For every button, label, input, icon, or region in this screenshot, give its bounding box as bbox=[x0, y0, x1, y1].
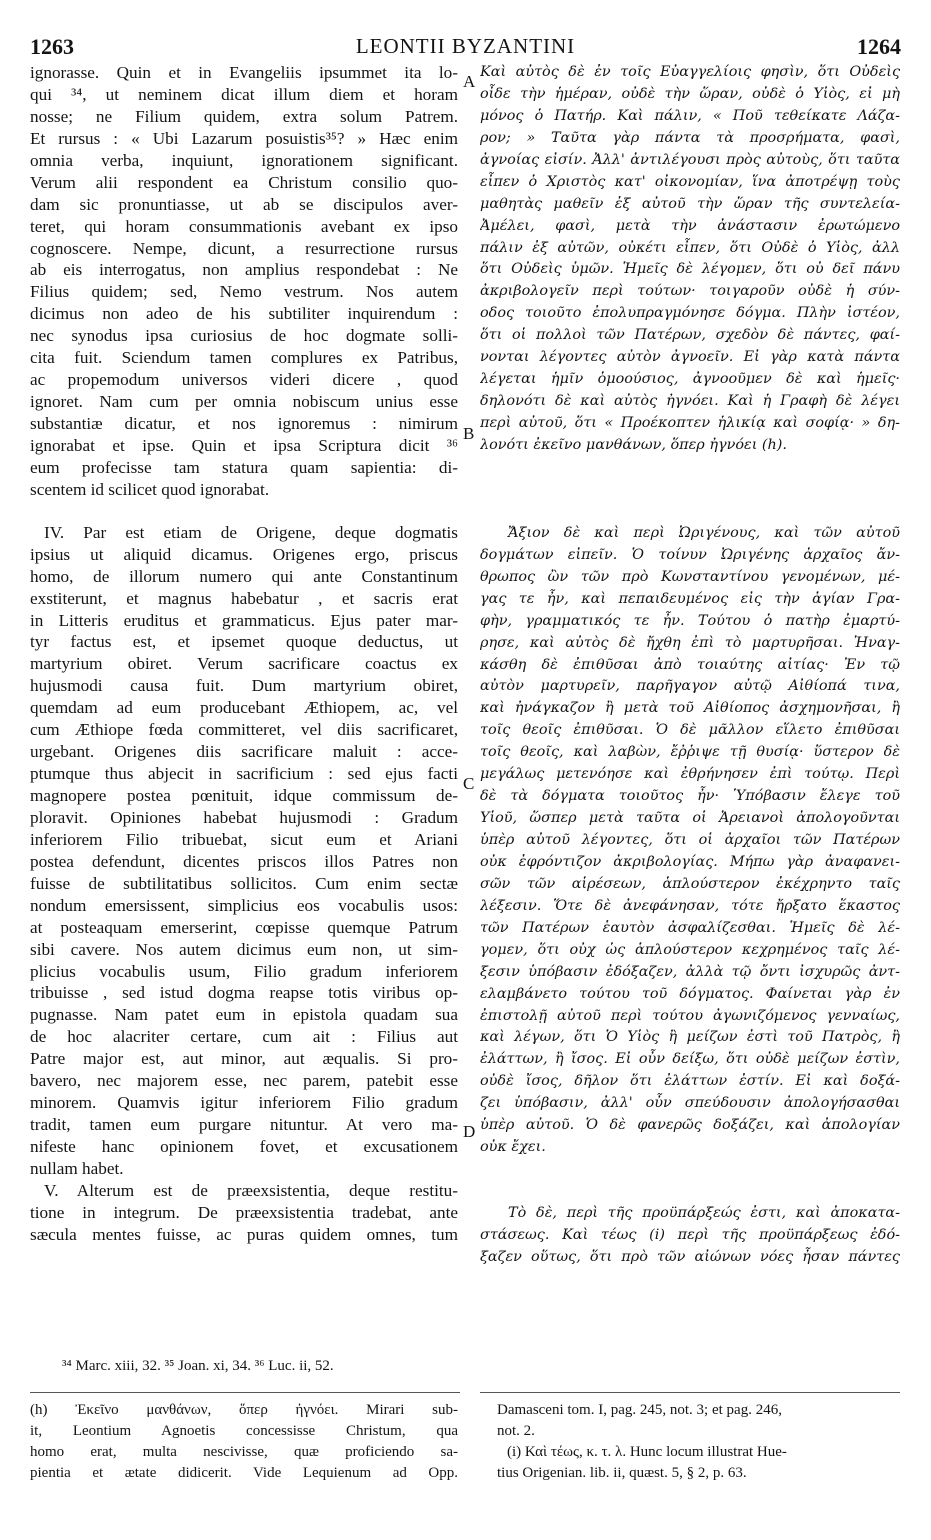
greek-line: Ἀμέλει, φασὶ, μετὰ τὴν ἀνάστασιν ἐρωτώμενο bbox=[480, 217, 900, 234]
greek-line: ζει ὑπόβασιν, ἀλλ' οὖν σπεύδουσιν ἀπολογήσασθαι bbox=[480, 1095, 900, 1112]
greek-line: οὐκ ἐφρόντιζον ἀκριβολογίας. Μήπω γὰρ ἀναφανει- bbox=[480, 853, 900, 870]
latin-line: quemdam ad eum producebant Æthiopem, ac, vel bbox=[30, 698, 458, 718]
latin-line: fuisse de subtilitatibus sollicitos. Cum enim sectæ bbox=[30, 873, 458, 893]
latin-line: IV. Par est etiam de Origene, deque dogmatis bbox=[44, 522, 458, 542]
page-number-right: 1264 bbox=[857, 34, 901, 59]
latin-line: sæcula mentes fuisse, ac puras quidem omnes, tum bbox=[30, 1224, 458, 1244]
latin-line: nullam habet. bbox=[30, 1158, 124, 1178]
greek-line: μαθητὰς μαθεῖν ἐξ αὐτοῦ τὴν ὥραν τῆς συντελεία- bbox=[480, 195, 900, 212]
latin-line: nosse; ne Filium quidem, extra solum Patrem. bbox=[30, 106, 458, 126]
page-header bbox=[0, 34, 931, 60]
latin-line: ignorasse. Quin et in Evangeliis ipsummet ita lo- bbox=[30, 63, 458, 82]
greek-line: ξαζεν οὕτως, ὅτι πρὸ τῶν αἰώνων νόες ἦσαν πάντες bbox=[480, 1248, 900, 1265]
paragraph-gap bbox=[30, 501, 458, 522]
latin-line: omnia verba, inquiunt, ignorationem significant. bbox=[30, 150, 458, 170]
latin-line: tradit, tamen eum purgare nituntur. At vero ma- bbox=[30, 1115, 458, 1135]
greek-line: περὶ αὐτοῦ, ὅτι « Προέκοπτεν ἡλικίᾳ καὶ σοφίᾳ· » δη- bbox=[480, 415, 900, 431]
latin-line: pugnasse. Nam patet eum in epistola quadam sua bbox=[30, 1005, 458, 1025]
latin-line: bavero, nec majorem esse, nec parem, patebit esse bbox=[30, 1071, 458, 1091]
latin-line: cita fuit. Sciendum tamen complures ex Patribus, bbox=[30, 348, 458, 368]
margin-marker-a: A bbox=[463, 72, 476, 91]
latin-line: de hoc alacriter certare, cum ait : Filius aut bbox=[30, 1027, 458, 1047]
margin-marker-d: D bbox=[463, 1122, 476, 1141]
latin-line: postea defendunt, dicentes priscos illos Patres non bbox=[30, 851, 458, 871]
latin-line: ipsius ut aliquid dicamus. Origenes ergo, priscus bbox=[30, 544, 458, 564]
latin-line: ignoret. Nam cum per omnia nobiscum unius esse bbox=[30, 392, 458, 412]
latin-column bbox=[30, 62, 458, 1246]
latin-line: plicius vocabulis usum, Filio gradum inferiorem bbox=[30, 961, 458, 981]
latin-line: sibi cavere. Nos autem dicimus eum non, ut sim- bbox=[30, 939, 458, 959]
greek-line: λονότι ἐκεῖνο μανθάνων, ὅπερ ἠγνόει (h). bbox=[480, 436, 787, 453]
latin-line: Filius quidem; sed, Nemo vestrum. Nos autem bbox=[30, 282, 458, 302]
greek-line: τῶν Πατέρων ἑαυτὸν ἀσφαλίζεσθαι. Ἡμεῖς δὲ λέ- bbox=[480, 919, 900, 936]
note-line: not. 2. bbox=[497, 1423, 535, 1439]
latin-line: dicimus non adeo de his subtiliter inquirendum : bbox=[30, 304, 458, 324]
greek-line: οἶδε τὴν ἡμέραν, οὐδὲ τὴν ὥραν, οὐδὲ ὁ Υἱὸς, εἰ μὴ bbox=[480, 85, 900, 102]
note-line: it, Leontium Agnoetis concessisse Christum, qua bbox=[30, 1423, 458, 1439]
greek-line: Υἱοῦ, ὥσπερ μετὰ ταῦτα οἱ Ἀρειανοὶ ἀπολογοῦνται bbox=[480, 810, 900, 827]
paragraph-gap bbox=[480, 1159, 900, 1203]
latin-line: inferiorem Filio tribuebat, sicut eum et Ariani bbox=[30, 829, 458, 849]
greek-line: δηλονότι δὲ καὶ αὐτὸς ἠγνόει. Καὶ ἡ Γραφὴ δὲ λέγει bbox=[480, 393, 900, 410]
note-line: homo erat, multa nescivisse, quæ proficiendo sa- bbox=[30, 1444, 458, 1460]
greek-line: ὅτι οἱ πολλοὶ τῶν Πατέρων, σχεδὸν δὲ πάντες, φαί- bbox=[480, 327, 900, 344]
latin-line: ploravit. Opiniones habebat hujusmodi : Gradum bbox=[30, 807, 458, 827]
latin-line: hujusmodi causa fuit. Dum martyrium obiret, bbox=[30, 676, 458, 696]
latin-line: V. Alterum est de præexsistentia, deque restitu- bbox=[44, 1180, 458, 1200]
greek-line: ὅτι Οὐδεὶς ὑμῶν. Ἡμεῖς δὲ λέγομεν, ὅτι οὐ δεῖ πάνυ bbox=[480, 261, 900, 278]
latin-line: teret, qui horam consummationis avebant ex ipso bbox=[30, 216, 458, 236]
latin-line: nifeste hanc opinionem fovet, et excusationem bbox=[30, 1137, 458, 1156]
running-head: LEONTII BYZANTINI bbox=[355, 34, 576, 58]
editor-notes-right bbox=[497, 1400, 900, 1484]
greek-line: λέξεσιν. Ὅτε δὲ ἀνεφάνησαν, τότε ἤρξατο ἕκαστος bbox=[480, 897, 900, 914]
margin-marker-c: C bbox=[463, 774, 475, 793]
latin-line: tione in integrum. De præexsistentia tradebat, ante bbox=[30, 1202, 458, 1222]
latin-line: scentem id scilicet quod ignorabat. bbox=[30, 479, 270, 499]
latin-line: Et rursus : « Ubi Lazarum posuistis³⁵? » Hæc enim bbox=[30, 128, 458, 148]
latin-line: martyrium obiret. Verum sacrificare coactus ex bbox=[30, 654, 458, 674]
editor-notes-left bbox=[30, 1400, 458, 1484]
latin-line: minorem. Quamvis igitur inferiorem Filio gradum bbox=[30, 1093, 458, 1113]
note-line: pientia et ætate didicerit. Vide Lequienum ad Opp. bbox=[30, 1465, 458, 1481]
greek-line: γομεν, ὅτι οὐχ ὡς ἁπλούστερον κεχρημένος ταῖς λέ- bbox=[480, 941, 900, 958]
latin-line: cum Æthiope fœda committeret, vel diis sacrificaret, bbox=[30, 720, 458, 740]
greek-line: πάλιν ἐξ αὐτῶν, οὐκέτι εἶπεν, ὅτι Οὐδὲ ὁ Υἱὸς, ἀλλ bbox=[480, 239, 900, 256]
greek-line: ελαμβάνετο τούτου τοῦ δόγματος. Φαίνεται γὰρ ἐν bbox=[480, 985, 900, 1002]
greek-line: καὶ λέγων, ὅτι Ὁ Υἱὸς ἢ μείζων ἐστὶ τοῦ Πατρὸς, ἢ bbox=[480, 1029, 900, 1046]
greek-line: εἶπεν ὁ Χριστὸς κατ' οἰκονομίαν, ἵνα ἀποτρέψῃ τοὺς bbox=[480, 173, 900, 190]
latin-line: ab eis interrogatus, non amplius respondebat : Ne bbox=[30, 260, 458, 280]
greek-line: θρωπος ὢν τῶν πρὸ Κωνσταντίνου γενομένων, μέ- bbox=[480, 568, 900, 585]
latin-footnotes: ³⁴ Marc. xiii, 32. ³⁵ Joan. xi, 34. ³⁶ Luc. ii, 52. bbox=[62, 1358, 334, 1374]
greek-line: ἐπιστολῇ αὐτοῦ περὶ τούτου ἀγωνιζόμενος γενναίως, bbox=[480, 1007, 900, 1024]
latin-line: ac propemodum universos videri dicere , quod bbox=[30, 370, 458, 390]
latin-line: in Litteris eruditus et grammaticus. Ejus pater mar- bbox=[30, 610, 458, 630]
latin-line: Verum alii respondent ea Christum consilio quo- bbox=[30, 172, 458, 192]
greek-line: τοῖς θεοῖς ἐπιθῦσαι. Ὁ δὲ μᾶλλον εἵλετο ἐπιθῦσαι bbox=[480, 722, 900, 739]
greek-line: σῶν τῶν αἱρέσεων, ἁπλούστερον ἐκέχρηντο ταῖς bbox=[480, 875, 900, 892]
greek-line: ὑπὲρ αὐτοῦ λέγοντες, ὅτι οἱ ἀρχαῖοι τῶν Πατέρων bbox=[480, 832, 900, 848]
greek-line: Καὶ αὐτὸς δὲ ἐν τοῖς Εὐαγγελίοις φησὶν, ὅτι Οὐδεὶς bbox=[480, 64, 900, 80]
greek-line: λέγεται ἡμῖν ὁμοούσιος, ἀγνοοῦμεν δὲ καὶ ἡμεῖς· bbox=[480, 371, 900, 388]
greek-line: ἀγνοίας εἰσίν. Ἀλλ' ἀντιλέγουσι πρὸς αὐτοὺς, ὅτι ταῦτα bbox=[480, 151, 900, 168]
latin-line: Patre major est, aut minor, aut æqualis. Si pro- bbox=[30, 1049, 458, 1069]
greek-line: κάσθη δὲ ἐπιθῦσαι ἀπὸ τοιαύτης αἰτίας· Ἐν τῷ bbox=[480, 656, 900, 673]
latin-line: tyr factus est, et ipsemet quoque deductus, ut bbox=[30, 632, 458, 652]
notes-rule-left bbox=[30, 1392, 460, 1393]
latin-line: cognoscere. Nempe, dicunt, a resurrectione rursus bbox=[30, 238, 458, 258]
latin-line: eum profecisse tam statura quam sapientia: di- bbox=[30, 457, 458, 477]
latin-line: nec synodus ipsa curiosius de hoc dogmate solli- bbox=[30, 326, 458, 346]
latin-line: dam sic pronuntiasse, ut ab se discipulos aver- bbox=[30, 194, 458, 214]
latin-line: urgebant. Origenes diis sacrificare maluit : acce- bbox=[30, 742, 458, 762]
greek-line: δὲ τὰ δόγματα τοιοῦτος ἦν· Ὑπόβασιν ἔλεγε τοῦ bbox=[480, 788, 900, 805]
margin-marker-b: B bbox=[463, 424, 475, 443]
note-line: Damasceni tom. I, pag. 245, not. 3; et pag. 246, bbox=[497, 1402, 782, 1418]
latin-line: qui ³⁴, ut neminem dicat illum diem et horam bbox=[30, 84, 458, 104]
greek-line: αὐτὸν μαρτυρεῖν, παρῆγαγον αὐτῷ Αἰθίοπά τινα, bbox=[480, 678, 900, 695]
paragraph-gap bbox=[480, 457, 900, 523]
note-line: (i) Καὶ τέως, κ. τ. λ. Hunc locum illustrat Hue- bbox=[507, 1444, 787, 1460]
greek-line: οδος τοιοῦτο ἐπολυπραγμόνησε δόγμα. Πλὴν ἰστέον, bbox=[480, 305, 900, 322]
greek-line: φὴν, γραμματικός τε ἦν. Τούτου ὁ πατὴρ ἐμαρτύ- bbox=[480, 612, 900, 629]
note-line: (h) Ἐκεῖνο μανθάνων, ὅπερ ἠγνόει. Mirari sub- bbox=[30, 1402, 458, 1418]
greek-line: νονται λέγοντες αὐτὸν ἀγνοεῖν. Εἰ γὰρ κατὰ πάντα bbox=[480, 349, 900, 366]
greek-line: τοῖς θεοῖς, καὶ λαβὼν, ἔῤῥιψε τῇ θυσίᾳ· ὕστερον δὲ bbox=[480, 744, 900, 761]
greek-line: οὐδὲ ἴσος, δῆλον ὅτι ἐλάττων ἐστίν. Εἰ καὶ δοξά- bbox=[480, 1073, 900, 1090]
greek-line: Τὸ δὲ, περὶ τῆς προϋπάρξεώς ἐστι, καὶ ἀποκατα- bbox=[508, 1205, 900, 1222]
greek-line: ρησε, καὶ αὐτὸς δὲ ἤχθη ἐπὶ τὸ μαρτυρῆσαι. Ἠναγ- bbox=[480, 634, 900, 651]
page-number-left: 1263 bbox=[30, 34, 74, 59]
greek-column bbox=[480, 62, 900, 1269]
greek-line: μεγάλως μετενόησε καὶ ἐθρήνησεν ἐπὶ τούτῳ. Περὶ bbox=[480, 766, 900, 783]
latin-line: ptumque thus abjecit in sacrificium : sed ejus facti bbox=[30, 764, 458, 784]
greek-line: καὶ ἠνάγκαζον ἢ μετὰ τοῦ Αἰθίοπος ἀσχημονῆσαι, ἢ bbox=[480, 700, 900, 717]
latin-line: homo, de illorum numero qui ante Constantinum bbox=[30, 566, 458, 586]
greek-line: ἀκριβολογεῖν περὶ τούτων· τοιγαροῦν οὐδὲ ἡ σύν- bbox=[480, 283, 900, 300]
greek-line: ξεσιν ὑπόβασιν ἐδόξαζεν, ἀλλὰ τῷ ὄντι ἰσχυρῶς ἀντ- bbox=[480, 963, 900, 980]
greek-line: δογμάτων εἰπεῖν. Ὁ τοίνυν Ὠριγένης ἀρχαῖος ἄν- bbox=[480, 546, 900, 563]
greek-line: μόνος ὁ Πατήρ. Καὶ πάλιν, « Ποῦ τεθείκατε Λάζα- bbox=[480, 107, 900, 124]
latin-line: tribuisse , sed istud dogma reapse totis viribus op- bbox=[30, 983, 458, 1003]
greek-line: Ἄξιον δὲ καὶ περὶ Ὠριγένους, καὶ τῶν αὐτοῦ bbox=[508, 524, 900, 541]
greek-line: οὐκ ἔχει. bbox=[480, 1139, 546, 1156]
latin-line: magnopere postea pœnituit, idque commissum de- bbox=[30, 786, 458, 805]
latin-line: ignorabat et ipse. Quin et ipsa Scriptura dicit ³⁶ bbox=[30, 435, 458, 455]
greek-line: ὑπὲρ αὐτοῦ. Ὁ δὲ φανερῶς δοξάζει, καὶ ἀπολογίαν bbox=[480, 1117, 900, 1134]
greek-line: ἐλάττων, ἢ ἴσος. Εἰ οὖν δείξω, ὅτι οὐδὲ μείζων ἐστὶν, bbox=[480, 1051, 900, 1068]
notes-rule-right bbox=[480, 1392, 900, 1393]
greek-line: ρον; » Ταῦτα γὰρ πάντα τὰ προσρήματα, φασὶ, bbox=[480, 129, 900, 146]
latin-line: substantiæ dicatur, et nos ignoremus : nimirum bbox=[30, 414, 458, 433]
note-line: tius Origenian. lib. ii, quæst. 5, § 2, p. 63. bbox=[497, 1465, 747, 1481]
greek-line: γας τε ἦν, καὶ πεπαιδευμένος εἰς τὴν ἁγίαν Γρα- bbox=[480, 590, 900, 607]
latin-line: nondum emersissent, simplicius eos vocabulis usos: bbox=[30, 895, 458, 915]
latin-line: at posteaquam emerserint, cœpisse quemque Patrum bbox=[30, 917, 458, 937]
greek-line: στάσεως. Καὶ τέως (i) περὶ τῆς προϋπάρξεως ἐδό- bbox=[480, 1227, 900, 1243]
latin-line: exstiterunt, et magnus habebatur , et sacris erat bbox=[30, 588, 458, 608]
